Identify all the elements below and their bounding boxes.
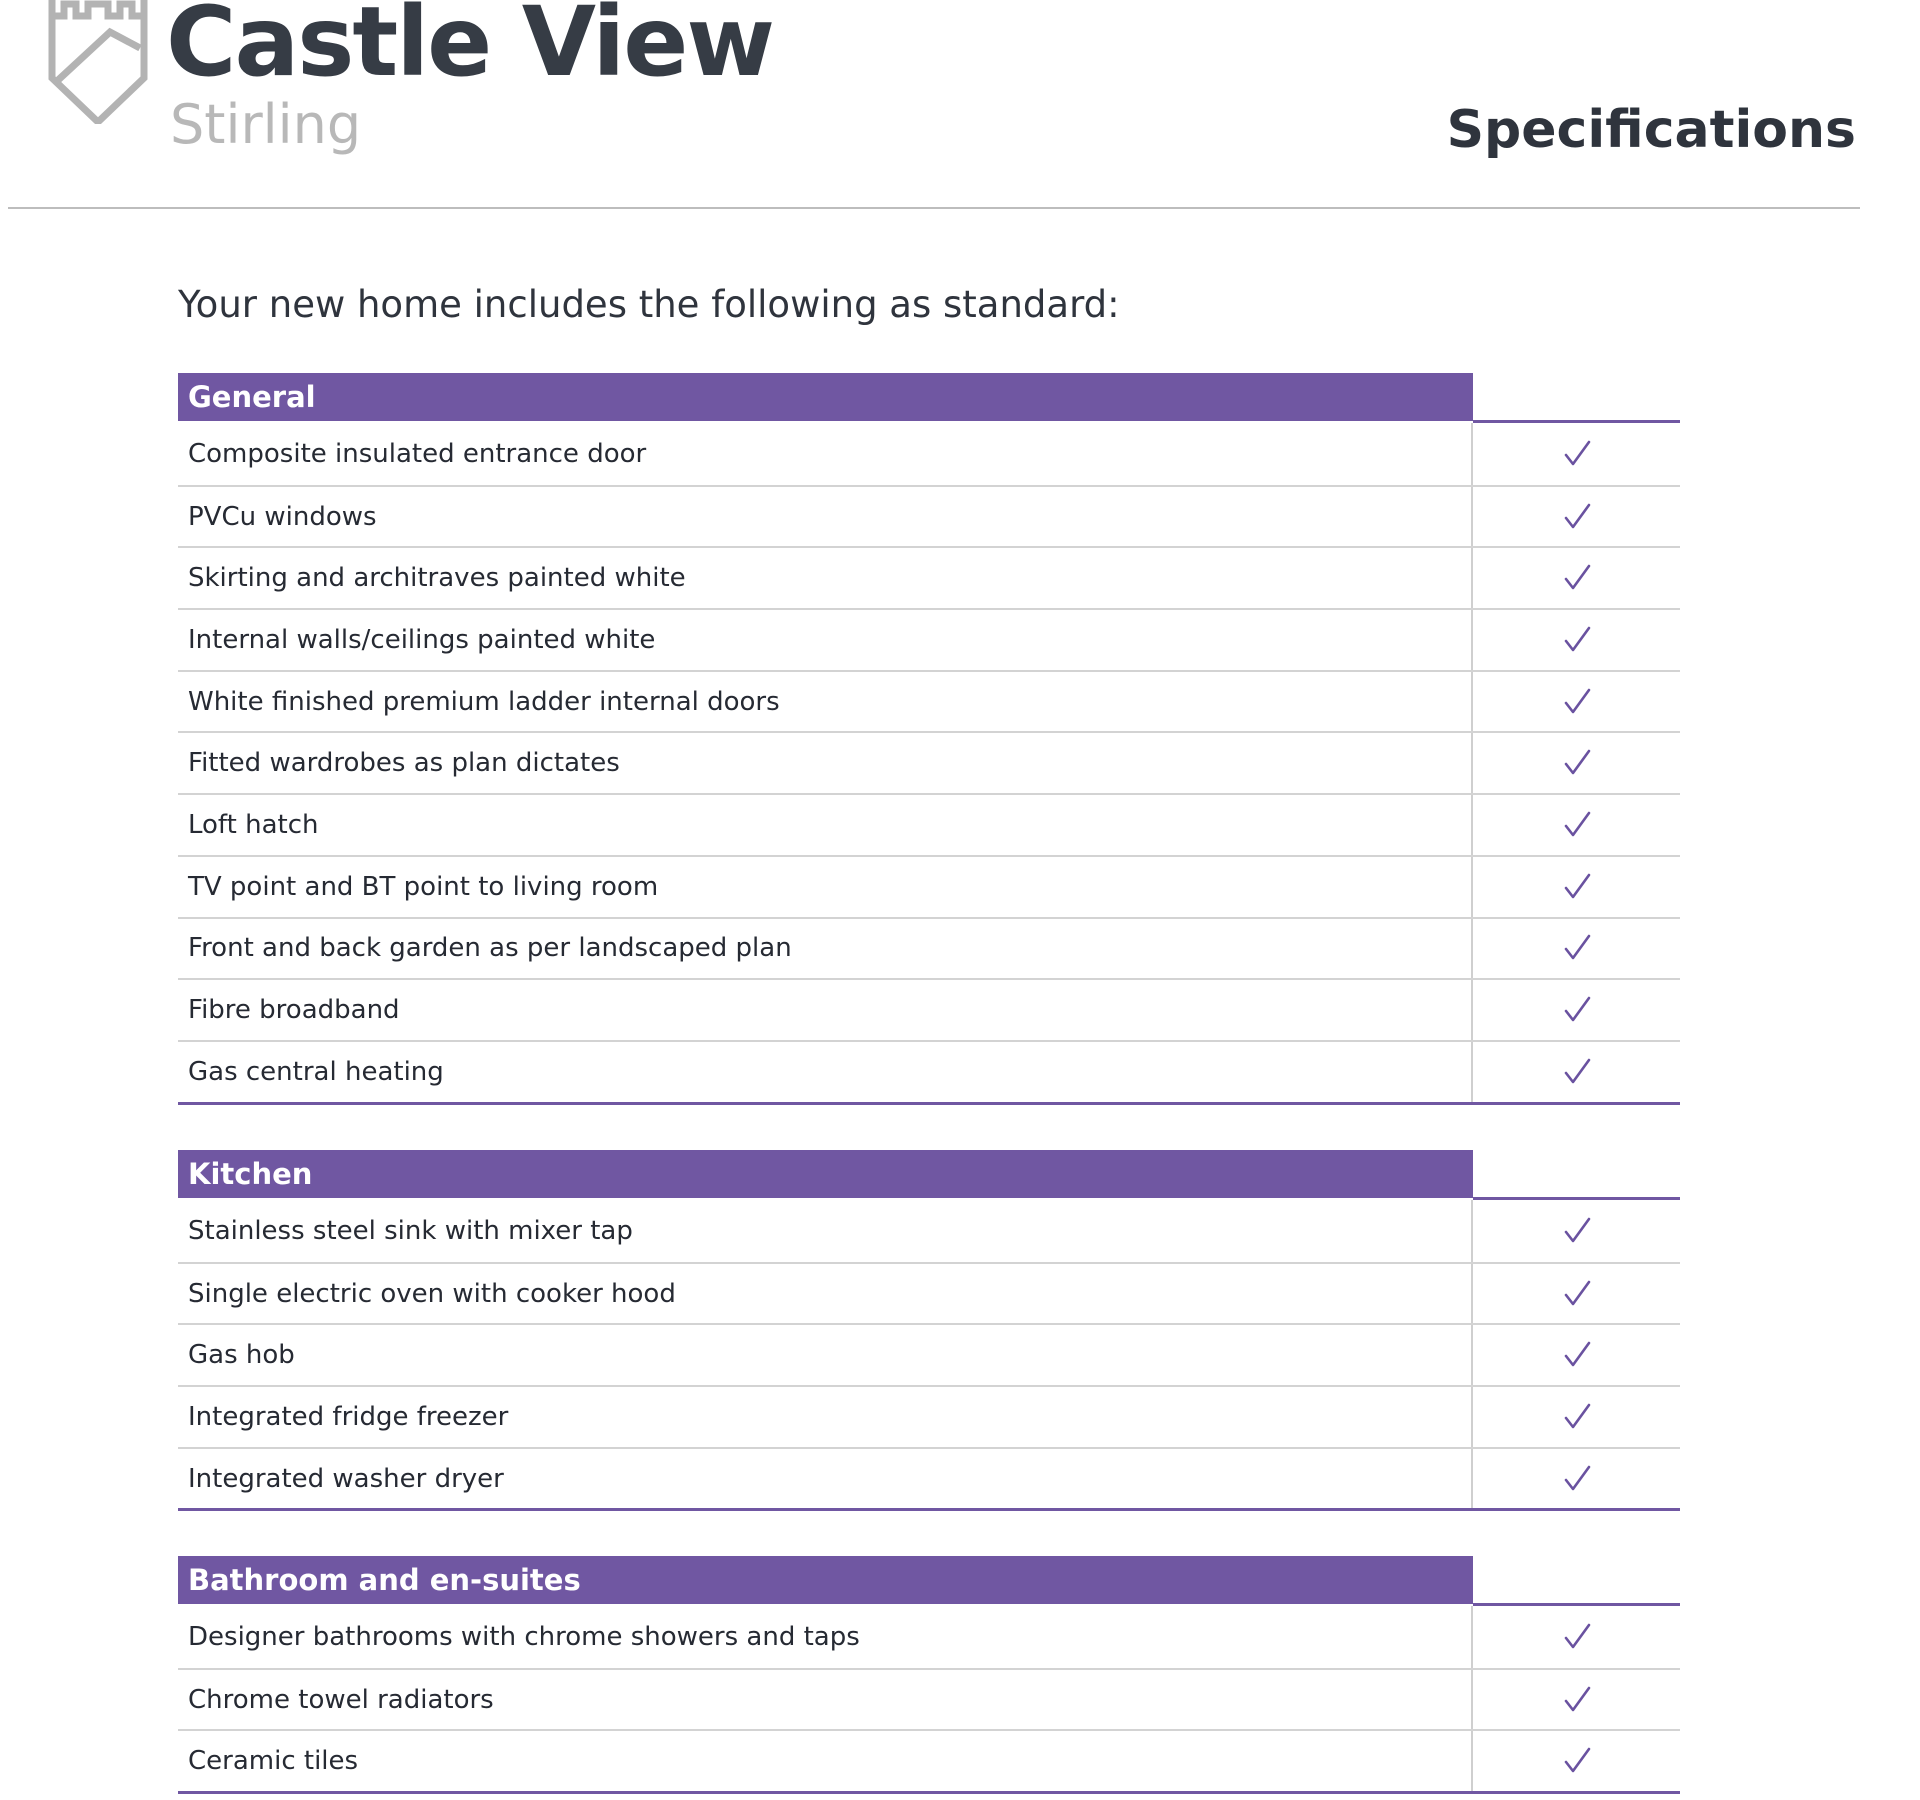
spec-list xyxy=(178,1200,1680,1511)
spec-row xyxy=(178,1200,1680,1262)
header-divider xyxy=(8,207,1860,209)
spec-row xyxy=(178,423,1680,485)
section-bathroom xyxy=(178,1556,1680,1794)
spec-row xyxy=(178,670,1680,732)
checkmark-icon xyxy=(1473,1670,1680,1730)
spec-label: Front and back garden as per landscaped plan xyxy=(178,919,1473,979)
checkmark-icon xyxy=(1473,919,1680,979)
checkmark-icon xyxy=(1473,795,1680,855)
spec-label: Skirting and architraves painted white xyxy=(178,548,1473,608)
spec-label: PVCu windows xyxy=(178,487,1473,547)
spec-label: Chrome towel radiators xyxy=(178,1670,1473,1730)
checkmark-icon xyxy=(1473,857,1680,917)
checkmark-icon xyxy=(1473,1449,1680,1509)
castle-shield-icon xyxy=(48,0,148,124)
spec-row xyxy=(178,1447,1680,1509)
spec-row xyxy=(178,1385,1680,1447)
brand-location: Stirling xyxy=(170,93,362,156)
spec-row xyxy=(178,608,1680,670)
spec-row xyxy=(178,1262,1680,1324)
checkmark-icon xyxy=(1473,423,1680,485)
spec-label: Designer bathrooms with chrome showers and taps xyxy=(178,1606,1473,1668)
section-header xyxy=(178,1556,1680,1606)
checkmark-icon xyxy=(1473,548,1680,608)
spec-row xyxy=(178,485,1680,547)
spec-row xyxy=(178,1040,1680,1102)
checkmark-icon xyxy=(1473,487,1680,547)
brand-name: Castle View xyxy=(166,0,774,98)
section-title: Kitchen xyxy=(178,1150,1473,1198)
section-general xyxy=(178,373,1680,1105)
spec-label: Gas hob xyxy=(178,1325,1473,1385)
intro-text: Your new home includes the following as standard: xyxy=(178,283,1120,326)
spec-label: Fibre broadband xyxy=(178,980,1473,1040)
section-header xyxy=(178,373,1680,423)
checkmark-icon xyxy=(1473,733,1680,793)
checkmark-icon xyxy=(1473,1325,1680,1385)
spec-row xyxy=(178,546,1680,608)
spec-row xyxy=(178,1606,1680,1668)
checkmark-icon xyxy=(1473,672,1680,732)
spec-label: Integrated fridge freezer xyxy=(178,1387,1473,1447)
checkmark-icon xyxy=(1473,610,1680,670)
section-title: General xyxy=(178,373,1473,421)
section-kitchen xyxy=(178,1150,1680,1511)
spec-label: Stainless steel sink with mixer tap xyxy=(178,1200,1473,1262)
section-title: Bathroom and en-suites xyxy=(178,1556,1473,1604)
checkmark-icon xyxy=(1473,1387,1680,1447)
spec-label: Ceramic tiles xyxy=(178,1731,1473,1791)
spec-label: Integrated washer dryer xyxy=(178,1449,1473,1509)
page-title: Specifications xyxy=(1446,100,1856,160)
spec-label: White finished premium ladder internal doors xyxy=(178,672,1473,732)
spec-label: Internal walls/ceilings painted white xyxy=(178,610,1473,670)
checkmark-icon xyxy=(1473,980,1680,1040)
spec-label: Fitted wardrobes as plan dictates xyxy=(178,733,1473,793)
checkmark-icon xyxy=(1473,1731,1680,1791)
spec-label: Single electric oven with cooker hood xyxy=(178,1264,1473,1324)
spec-list xyxy=(178,1606,1680,1794)
spec-row xyxy=(178,1323,1680,1385)
spec-row xyxy=(178,978,1680,1040)
spec-label: TV point and BT point to living room xyxy=(178,857,1473,917)
spec-row xyxy=(178,1668,1680,1730)
checkmark-icon xyxy=(1473,1264,1680,1324)
spec-row xyxy=(178,917,1680,979)
spec-row xyxy=(178,1729,1680,1791)
spec-row xyxy=(178,731,1680,793)
spec-row xyxy=(178,793,1680,855)
checkmark-icon xyxy=(1473,1606,1680,1668)
checkmark-icon xyxy=(1473,1042,1680,1102)
spec-label: Loft hatch xyxy=(178,795,1473,855)
spec-list xyxy=(178,423,1680,1105)
spec-label: Composite insulated entrance door xyxy=(178,423,1473,485)
spec-label: Gas central heating xyxy=(178,1042,1473,1102)
section-header xyxy=(178,1150,1680,1200)
spec-row xyxy=(178,855,1680,917)
checkmark-icon xyxy=(1473,1200,1680,1262)
